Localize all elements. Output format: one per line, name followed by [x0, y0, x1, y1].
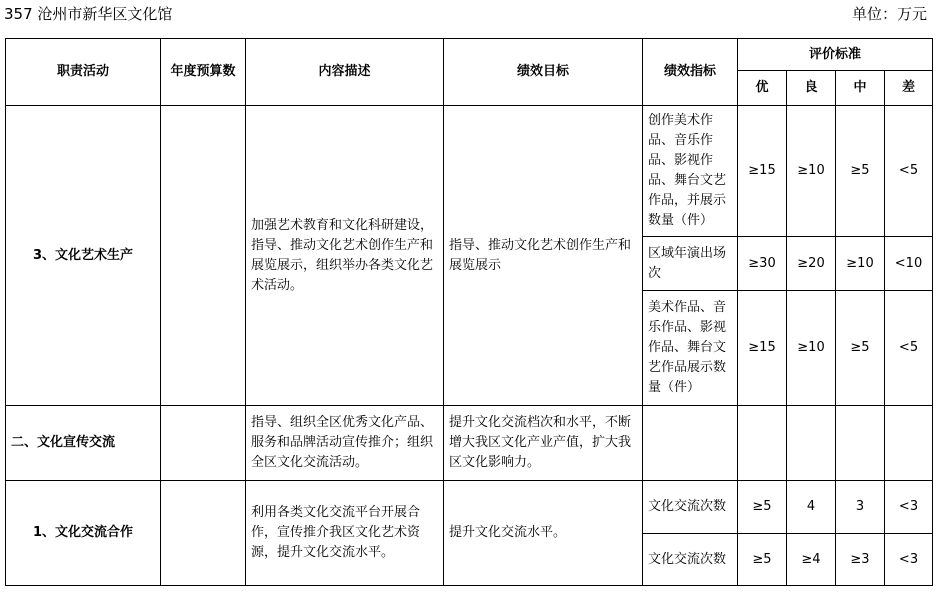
table-row-budget [161, 406, 246, 481]
indicator-cell: 文化交流次数 [643, 534, 738, 586]
grade-cell: ≥10 [836, 237, 885, 291]
grade-excellent: 优 [738, 71, 787, 106]
table-row-desc: 利用各类文化交流平台开展合作，宣传推介我区文化艺术资源，提升文化交流水平。 [246, 481, 444, 586]
col-header-desc: 内容描述 [246, 39, 444, 106]
grade-cell: <10 [885, 237, 933, 291]
table-row-budget [161, 106, 246, 406]
grade-cell: ≥5 [836, 291, 885, 406]
table-row-desc: 加强艺术教育和文化科研建设，指导、推动文化艺术创作生产和展览展示，组织举办各类文化艺术活动。 [246, 106, 444, 406]
grade-cell [738, 406, 787, 481]
grade-cell: ≥3 [836, 534, 885, 586]
grade-cell: ≥5 [738, 534, 787, 586]
table-row-duty: 二、文化宣传交流 [6, 406, 161, 481]
table-row-desc: 指导、组织全区优秀文化产品、服务和品牌活动宣传推介；组织全区文化交流活动。 [246, 406, 444, 481]
indicator-cell: 文化交流次数 [643, 481, 738, 534]
grade-fair: 中 [836, 71, 885, 106]
col-header-criteria: 评价标准 [738, 39, 933, 71]
page-header-unit: 单位：万元 [851, 5, 927, 23]
grade-cell [885, 406, 933, 481]
table-row-target: 提升文化交流水平。 [444, 481, 643, 586]
grade-cell: <3 [885, 534, 933, 586]
col-header-target: 绩效目标 [444, 39, 643, 106]
table-row-budget [161, 481, 246, 586]
grade-cell: <3 [885, 481, 933, 534]
grade-cell: 4 [787, 481, 836, 534]
table-row-duty: 1、文化交流合作 [6, 481, 161, 586]
grade-cell: ≥5 [836, 106, 885, 237]
table-row-duty: 3、文化艺术生产 [6, 106, 161, 406]
col-header-budget: 年度预算数 [161, 39, 246, 106]
table-row-target: 指导、推动文化艺术创作生产和展览展示 [444, 106, 643, 406]
grade-cell: <5 [885, 291, 933, 406]
grade-cell: ≥4 [787, 534, 836, 586]
grade-good: 良 [787, 71, 836, 106]
grade-cell: ≥30 [738, 237, 787, 291]
table-row-target: 提升文化交流档次和水平，不断增大我区文化产业产值，扩大我区文化影响力。 [444, 406, 643, 481]
grade-cell: ≥10 [787, 106, 836, 237]
grade-cell [836, 406, 885, 481]
grade-cell: ≥20 [787, 237, 836, 291]
performance-table [5, 38, 933, 586]
page-header-org: 357 沧州市新华区文化馆 [4, 5, 173, 23]
indicator-cell: 区域年演出场次 [643, 237, 738, 291]
indicator-cell [643, 406, 738, 481]
indicator-cell: 创作美术作品、音乐作品、影视作品、舞台文艺作品，并展示数量（件） [643, 106, 738, 237]
grade-cell: ≥15 [738, 291, 787, 406]
grade-cell [787, 406, 836, 481]
grade-cell: 3 [836, 481, 885, 534]
grade-poor: 差 [885, 71, 933, 106]
grade-cell: <5 [885, 106, 933, 237]
grade-cell: ≥15 [738, 106, 787, 237]
col-header-duty: 职责活动 [6, 39, 161, 106]
grade-cell: ≥10 [787, 291, 836, 406]
col-header-indicator: 绩效指标 [643, 39, 738, 106]
grade-cell: ≥5 [738, 481, 787, 534]
indicator-cell: 美术作品、音乐作品、影视作品、舞台文艺作品展示数量（件） [643, 291, 738, 406]
